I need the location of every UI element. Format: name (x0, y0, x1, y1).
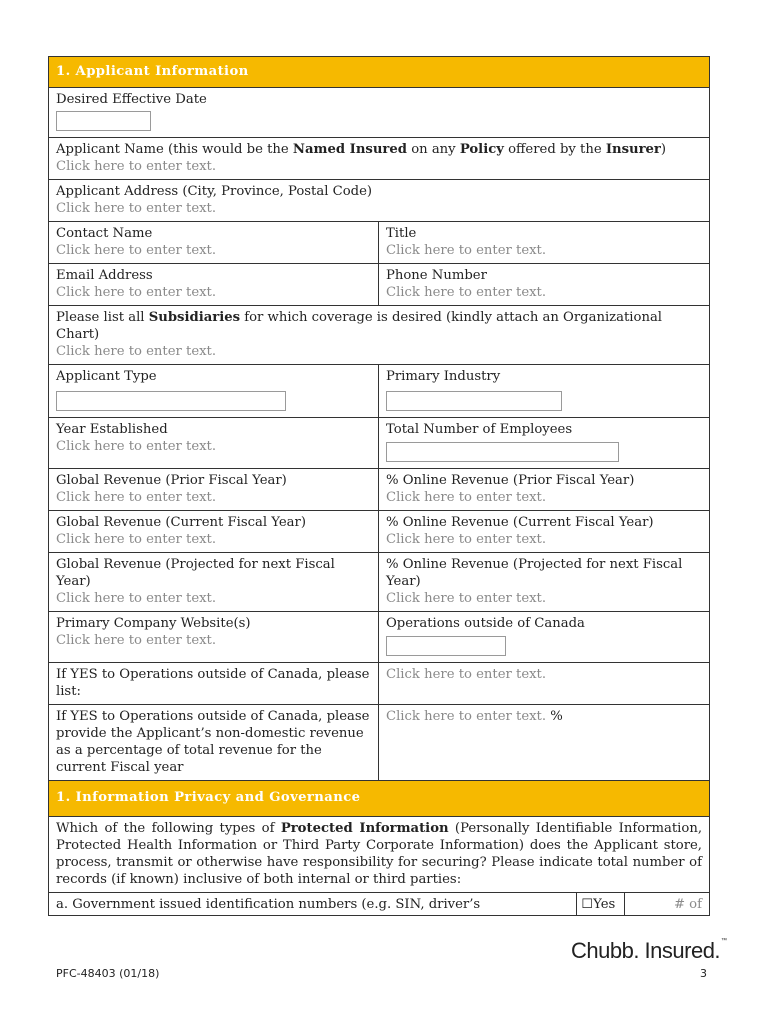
primary-industry-dropdown[interactable] (386, 391, 562, 411)
phone-number-field[interactable]: Click here to enter text. (386, 285, 547, 300)
percent-sign: % (550, 709, 563, 724)
primary-industry-label: Primary Industry (386, 369, 501, 384)
email-address-field[interactable]: Click here to enter text. (56, 285, 217, 300)
section-header-applicant-information (48, 56, 710, 88)
application-form (48, 56, 710, 916)
applicant-type-label: Applicant Type (56, 369, 157, 384)
protected-information-question: Which of the following types of Protected Information (Personally Identifiable Information, Protected Health Information or Third Party Corporate Information) does the Applicant store, process, transmit or otherwise have responsibility for securing? Please indicate total number of records (if known) inclusive of both internal or third parties: (56, 821, 703, 887)
if-yes-percentage-label: If YES to Operations outside of Canada, please provide the Applicant’s non-domestic revenue as a percentage of total revenue for the current Fiscal year (56, 709, 370, 775)
desired-effective-date-label: Desired Effective Date (56, 92, 207, 107)
if-yes-percentage-value (386, 708, 702, 725)
row-revenue-prior (48, 469, 710, 511)
row-if-yes-percentage (48, 705, 710, 781)
email-address-label: Email Address (56, 268, 153, 283)
item-a-records-field[interactable]: # of (673, 897, 702, 912)
online-revenue-projected-field[interactable]: Click here to enter text. (386, 591, 547, 606)
online-revenue-current-field[interactable]: Click here to enter text. (386, 532, 547, 547)
applicant-address-field[interactable]: Click here to enter text. (56, 201, 217, 216)
item-a-yes-checkbox[interactable]: ☐Yes (577, 893, 625, 915)
global-revenue-projected-field[interactable]: Click here to enter text. (56, 591, 217, 606)
row-revenue-current (48, 511, 710, 553)
total-employees-label: Total Number of Employees (386, 422, 573, 437)
contact-name-label: Contact Name (56, 226, 153, 241)
applicant-type-dropdown[interactable] (56, 391, 286, 411)
row-revenue-projected (48, 553, 710, 612)
applicant-name-label: Applicant Name (this would be the Named Insured on any Policy offered by the Insurer) (56, 142, 667, 157)
row-applicant-address (48, 180, 710, 222)
row-desired-effective-date (48, 88, 710, 138)
row-protected-information-question (48, 817, 710, 893)
chubb-logo: Chubb. Insured.™ (571, 938, 727, 963)
subsidiaries-label: Please list all Subsidiaries for which coverage is desired (kindly attach an Organizational Chart) (56, 310, 663, 342)
row-if-yes-list (48, 663, 710, 705)
if-yes-list-label: If YES to Operations outside of Canada, please list: (56, 667, 370, 699)
title-field[interactable]: Click here to enter text. (386, 243, 547, 258)
contact-name-field[interactable]: Click here to enter text. (56, 243, 217, 258)
operations-outside-canada-label: Operations outside of Canada (386, 616, 585, 631)
if-yes-percentage-field[interactable]: Click here to enter text. (386, 709, 547, 724)
row-applicant-type-industry (48, 365, 710, 418)
section-header-privacy-governance (48, 781, 710, 817)
operations-outside-canada-dropdown[interactable] (386, 636, 506, 656)
website-label: Primary Company Website(s) (56, 616, 251, 631)
subsidiaries-field[interactable]: Click here to enter text. (56, 344, 217, 359)
page-number: 3 (700, 967, 707, 980)
total-employees-dropdown[interactable] (386, 442, 619, 462)
online-revenue-projected-label: % Online Revenue (Projected for next Fiscal Year) (386, 557, 683, 589)
desired-effective-date-field[interactable] (56, 111, 151, 131)
online-revenue-current-label: % Online Revenue (Current Fiscal Year) (386, 515, 654, 530)
title-label: Title (386, 226, 417, 241)
global-revenue-current-field[interactable]: Click here to enter text. (56, 532, 217, 547)
year-established-label: Year Established (56, 422, 168, 437)
global-revenue-prior-field[interactable]: Click here to enter text. (56, 490, 217, 505)
applicant-address-label: Applicant Address (City, Province, Postal Code) (56, 184, 373, 199)
global-revenue-prior-label: Global Revenue (Prior Fiscal Year) (56, 473, 287, 488)
year-established-field[interactable]: Click here to enter text. (56, 439, 217, 454)
item-a-label: a. Government issued identification numbers (e.g. SIN, driver’s (49, 893, 577, 915)
form-code: PFC-48403 (01/18) (56, 967, 160, 980)
online-revenue-prior-label: % Online Revenue (Prior Fiscal Year) (386, 473, 635, 488)
phone-number-label: Phone Number (386, 268, 487, 283)
global-revenue-current-label: Global Revenue (Current Fiscal Year) (56, 515, 306, 530)
row-website-operations (48, 612, 710, 663)
global-revenue-projected-label: Global Revenue (Projected for next Fiscal Year) (56, 557, 335, 589)
applicant-name-field[interactable]: Click here to enter text. (56, 159, 217, 174)
row-year-employees (48, 418, 710, 469)
row-applicant-name (48, 138, 710, 180)
section-title-privacy: 1. Information Privacy and Governance (49, 781, 709, 816)
online-revenue-prior-field[interactable]: Click here to enter text. (386, 490, 547, 505)
row-subsidiaries (48, 306, 710, 365)
row-email-phone (48, 264, 710, 306)
website-field[interactable]: Click here to enter text. (56, 633, 217, 648)
if-yes-list-field[interactable]: Click here to enter text. (386, 667, 547, 682)
row-contact-title (48, 222, 710, 264)
row-item-a (48, 893, 710, 916)
section-title: 1. Applicant Information (49, 57, 709, 87)
